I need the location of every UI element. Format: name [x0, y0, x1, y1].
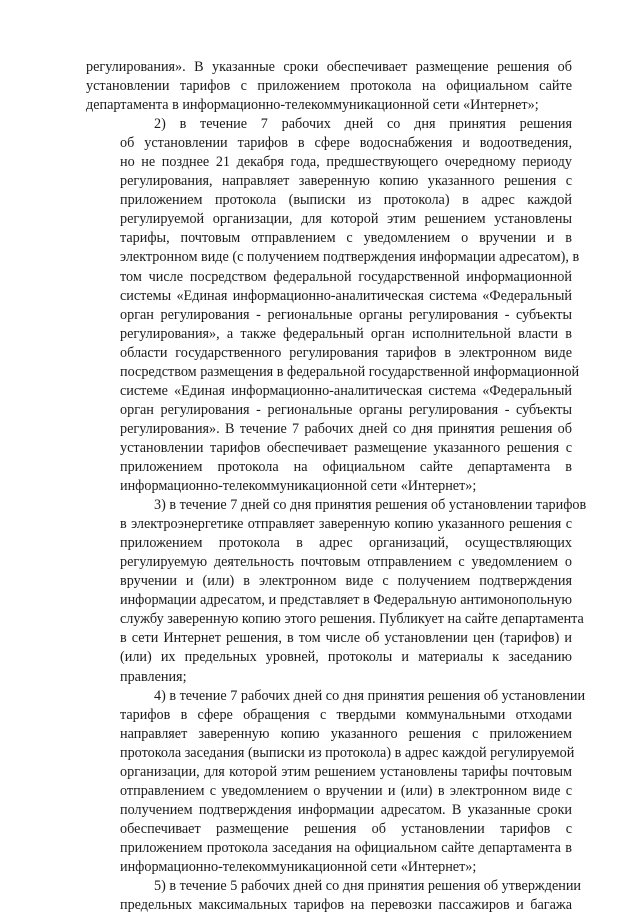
text-line: в сети Интернет решения, в том числе об установлении цен (тарифов) и — [120, 630, 572, 647]
text-line: регулируемой организации, для которой этим решением установлены — [120, 211, 572, 228]
text-line: тарифы, почтовым отправлением с уведомлением о вручении и в — [120, 230, 572, 247]
text-line: регулируемую деятельность почтовым отправлением с уведомлением о — [120, 554, 572, 571]
text-line: обеспечивает размещение решения об установлении тарифов с — [120, 820, 572, 837]
paragraph-p5 — [86, 877, 582, 915]
text-line: системы «Единая информационно-аналитическая система «Федеральный — [120, 287, 572, 304]
text-line: протокола заседания (выписки из протокола) в адрес каждой регулируемой — [120, 744, 575, 761]
text-line: регулирования». В течение 7 рабочих дней со дня принятия решения об — [120, 420, 572, 437]
text-line: 5) в течение 5 рабочих дней со дня принятия решения об утверждении — [154, 878, 582, 895]
text-line: приложением протокола в адрес организаций, осуществляющих — [120, 535, 572, 552]
text-line: тарифов в сфере обращения с твердыми коммунальными отходами — [120, 706, 572, 723]
text-line: 2) в течение 7 рабочих дней со дня принятия решения — [154, 116, 572, 133]
text-line: предельных максимальных тарифов на перевозки пассажиров и багажа — [120, 897, 572, 914]
text-line: приложением протокола (выписки из протокола) в адрес каждой — [120, 192, 572, 209]
text-line: правления; — [120, 668, 187, 685]
text-line: информационно-телекоммуникационной сети «Интернет»; — [120, 858, 477, 875]
paragraph-p4 — [86, 687, 586, 877]
paragraph-p3 — [86, 496, 587, 686]
text-line: том числе посредством федеральной государственной информационной — [120, 268, 572, 285]
text-line: информации адресатом, и представляет в Федеральную антимонопольную — [120, 592, 572, 609]
text-line: 3) в течение 7 дней со дня принятия решения об установлении тарифов — [154, 497, 587, 514]
text-line: электронном виде (с получением подтверждения информации адресатом), в — [120, 249, 580, 266]
text-line: регулирования». В указанные сроки обеспечивает размещение решения об — [86, 59, 572, 75]
text-line: департамента в информационно-телекоммуникационной сети «Интернет»; — [86, 97, 539, 114]
text-line: направляет заверенную копию указанного решения с приложением — [120, 725, 572, 742]
text-line: получением подтверждения информации адресатом. В указанные сроки — [120, 801, 572, 818]
text-line: области государственного регулирования тарифов в электронном виде — [120, 344, 572, 361]
text-line: службу заверенную копию этого решения. Публикует на сайте департамента — [120, 611, 584, 628]
paragraph-p0 — [86, 58, 572, 115]
text-line: отправлением с уведомлением о вручении и (или) в электронном виде с — [120, 782, 572, 799]
text-line: приложением протокола на официальном сайте департамента в — [120, 458, 572, 475]
text-line: организации, для которой этим решением установлены тарифы почтовым — [120, 763, 572, 780]
text-line: об установлении тарифов в сфере водоснабжения и водоотведения, — [120, 135, 572, 152]
text-line: установлении тарифов с приложением протокола на официальном сайте — [86, 78, 572, 95]
text-line: установлении тарифов обеспечивает размещение указанного решения с — [120, 439, 572, 456]
text-line: вручении и (или) в электронном виде с получением подтверждения — [120, 573, 572, 590]
text-line: посредством размещения в федеральной государственной информационной — [120, 363, 580, 380]
text-line: системе «Единая информационно-аналитическая система «Федеральный — [120, 382, 572, 399]
text-line: (или) их предельных уровней, протоколы и материалы к заседанию — [120, 649, 572, 666]
document-page — [86, 58, 587, 915]
text-line: приложением протокола заседания на официальном сайте департамента в — [120, 839, 572, 856]
text-line: в электроэнергетике отправляет заверенную копию указанного решения с — [120, 516, 572, 533]
text-line: регулирования», а также федеральный орган исполнительной власти в — [120, 325, 572, 342]
text-line: но не позднее 21 декабря года, предшествующего очередному периоду — [120, 154, 572, 171]
text-line: регулирования, направляет заверенную копию указанного решения с — [120, 173, 572, 190]
text-line: орган регулирования - региональные органы регулирования - субъекты — [120, 306, 572, 323]
text-line: орган регулирования - региональные органы регулирования - субъекты — [120, 401, 572, 418]
text-line: информационно-телекоммуникационной сети «Интернет»; — [120, 478, 477, 495]
paragraph-p2 — [86, 115, 580, 496]
text-line: 4) в течение 7 рабочих дней со дня принятия решения об установлении — [154, 687, 586, 704]
